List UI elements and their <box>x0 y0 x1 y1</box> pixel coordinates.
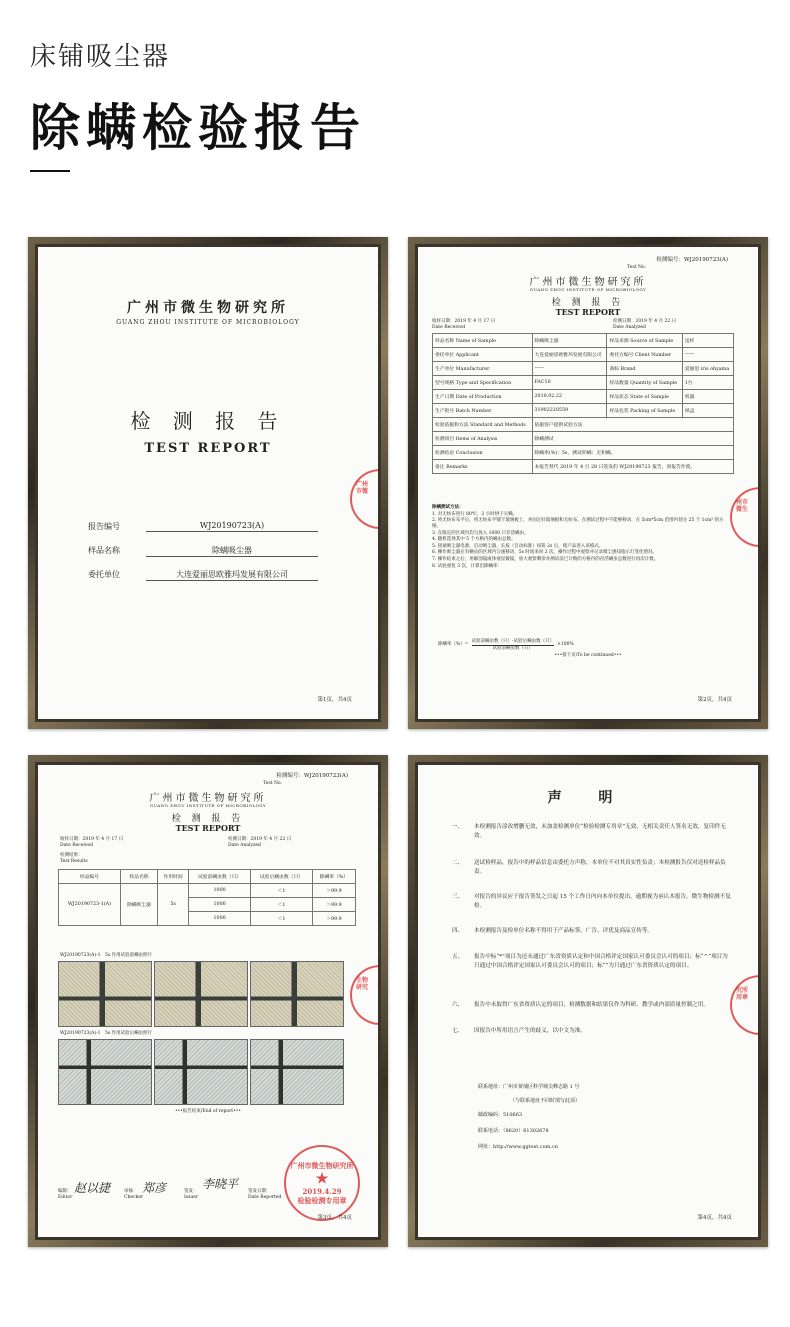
editor-label: 编制： <box>58 1189 72 1194</box>
report-frame-details <box>408 237 768 729</box>
sample-info-table <box>432 333 734 474</box>
table-row: 1000 ＜1 ＞99.9 <box>59 898 356 912</box>
steps-title: 除螨测试方法： <box>432 505 464 510</box>
issuer-label-en: Issuer <box>184 1195 199 1200</box>
editor-label-en: Editor <box>58 1195 73 1200</box>
date-received-en: Date Received <box>60 843 93 848</box>
sample-name: 除螨吸尘器 <box>146 545 318 557</box>
test-method-steps <box>432 505 732 570</box>
client-row <box>88 569 318 581</box>
table-row: 备注 Remarks 本报告替代 2019 年 4 月 28 日签发的 WJ20190723 报告，原报告作废。 <box>433 460 734 474</box>
page-header <box>0 0 790 200</box>
declaration-item: 五、 报告中标“*”项目为还未通过广东省资质认定和中国合格评定国家认可委员会认可的项目；标“^”项目为只通过中国合格评定国家认可委员会认可的项目；标“”为只通过广东省资质认定的项目。 <box>452 954 728 969</box>
contact-postcode: 邮政编码：510663 <box>478 1112 523 1118</box>
report-cover-page <box>38 247 378 719</box>
side-seal-stamp: 州市 微生 <box>730 487 758 547</box>
institute-name-en: GUANG ZHOU INSTITUTE OF MICROBIOLOGY <box>116 319 300 326</box>
step-item: 1. 对无纺布进行 80℃，2 小时烘干灭螨。 <box>432 511 518 517</box>
formula-lhs: 除螨率（%）= <box>438 642 469 648</box>
date-received: 收样日期：2019 年 4 月 17 日 <box>432 319 496 324</box>
table-row: WJ20190723-1(A) 除螨吸尘器 5s 1000 ＜1 ＞99.9 <box>59 884 356 898</box>
issuer-signature: 李晓平 <box>202 1177 239 1191</box>
page-number: 第1页，共4页 <box>317 697 352 703</box>
table-row: 检测项目 Items of Analysis 除螨测试 <box>433 432 734 446</box>
step-item: 6. 操作吸尘器在有螨虫的区域内匀速移动，5s 时间来回 2 次，操作过程中观察并记录微尘感知指示灯变化情况。 <box>432 550 658 556</box>
step-item: 3. 在限定的区域内均匀放入 1000 只存活螨虫。 <box>432 530 529 536</box>
table-header-row: 样品编号 样品名称 作用时间 试验前螨虫数（只） 试验后螨虫数（只） 除螨率（%） <box>59 870 356 884</box>
report-number: WJ20190723(A) <box>146 521 318 532</box>
test-number: 检测编号：WJ20190723(A) <box>276 773 348 779</box>
report-number-label: 报告编号 <box>88 522 120 531</box>
date-analyzed: 检测日期：2019 年 4 月 22 日 <box>228 837 292 842</box>
report-title: 检 测 报 告 <box>551 298 625 308</box>
page-title: 除螨检验报告 <box>30 99 366 157</box>
client-label: 委托单位 <box>88 570 120 579</box>
date-received: 收样日期：2019 年 4 月 17 日 <box>60 837 124 842</box>
results-table <box>58 869 356 926</box>
step-item: 8. 试验重复 3 次，计算出除螨率： <box>432 563 502 569</box>
date-analyzed: 检测日期：2019 年 4 月 22 日 <box>613 319 677 324</box>
declaration-item: 一、 本检测报告涂改增删无效，未加盖检测单位“检验检测专用章”无效，无相关责任人签名无效，复印件无效。 <box>452 824 726 839</box>
report-frame-cover <box>28 237 388 729</box>
report-title: 检 测 报 告 <box>130 409 286 433</box>
contact-phone: 联系电话：（8620）61302678 <box>478 1128 549 1134</box>
test-number-en: Test No. <box>263 781 282 786</box>
mite-photo-before-3 <box>250 961 344 1027</box>
formula-denominator: 试验前螨虫数（只） <box>492 645 534 651</box>
checker-label-en: Checker <box>124 1195 144 1200</box>
declaration-item: 七、 因报告中所用语言产生的歧义，以中文为准。 <box>452 1028 586 1034</box>
declaration-item: 二、 送试检样品，报告中的样品信息由委托方声称，本单位不对其真实性负责；本检测报告仅对送检样品负责。 <box>452 860 726 875</box>
table-row: 样品名称 Name of Sample 除螨吸尘器 样品来源 Source of Sample 送样 <box>433 334 734 348</box>
mite-photo-before-1 <box>58 961 152 1027</box>
report-details-page <box>418 247 758 719</box>
report-title-en: TEST REPORT <box>144 441 272 456</box>
table-row: 生产日期 Date of Production 2019.02.22 样品状态 State of Sample 机器 <box>433 390 734 404</box>
side-seal-stamp: 生物 研究 <box>350 965 378 1025</box>
photo-caption-before: WJ20190723(A)-1 5s 作用试验前螨虫照片 <box>60 953 153 958</box>
formula-tail: ×100% <box>557 642 574 648</box>
checker-label: 审核： <box>124 1189 138 1194</box>
date-reported-label: 签发日期： <box>248 1189 271 1194</box>
side-seal-stamp: 广州 市微 <box>350 469 378 529</box>
formula-numerator: 试验前螨虫数（只）-试验后螨虫数（只） <box>471 639 555 644</box>
test-number: 检测编号：WJ20190723(A) <box>656 257 728 263</box>
test-number-en: Test No. <box>627 265 646 270</box>
contact-address: 联系地址：广州市黄埔区科学城尖峰志路 1 号 <box>478 1084 580 1090</box>
declaration-title: 声 明 <box>547 790 629 806</box>
institute-name: 广州市微生物研究所 <box>529 277 647 288</box>
results-label-en: Test Results <box>60 859 88 864</box>
report-declaration-page <box>418 765 758 1237</box>
sample-name-row <box>88 545 318 557</box>
client-name: 大连爱丽思欧雅玛发展有限公司 <box>146 569 318 581</box>
institute-name: 广州市微生物研究所 <box>127 300 289 316</box>
contact-note: （与联系地址不同时填写此项） <box>510 1098 581 1104</box>
page-number: 第2页，共4页 <box>697 697 732 703</box>
checker-signature: 郑彦 <box>142 1181 167 1195</box>
table-row: 检测结论 Conclusion 除螨率(%)：5s，测试积螨：无积螨。 <box>433 446 734 460</box>
date-analyzed-en: Date Analyzed <box>228 843 261 848</box>
table-row: 生产单位 Manufacturer —— 商标 Brand 爱丽思 iris ohyama <box>433 362 734 376</box>
continued-note: •••接下页/To be continued••• <box>554 653 622 658</box>
date-reported-label-en: Date Reported <box>248 1195 282 1200</box>
product-name: 床铺吸尘器 <box>30 42 171 72</box>
page-number: 第3页，共4页 <box>317 1215 352 1221</box>
issuer-label: 签发： <box>184 1189 198 1194</box>
report-results-page <box>38 765 378 1237</box>
sample-name-label: 样品名称 <box>88 546 120 555</box>
table-row: 检验依据和方法 Standard and Methods 依据客户提供试验方法 <box>433 418 734 432</box>
declaration-item: 六、 报告中未取得广东省资质认定的项目，检测数据和结果仅作为科研、教学或内部质量控制之用。 <box>452 1002 709 1008</box>
end-of-report: •••报告结束/End of report••• <box>174 1109 242 1114</box>
institute-name: 广州市微生物研究所 <box>149 793 267 804</box>
declaration-item: 三、 对报告的异议应于报告签发之日起 15 个工作日内向本单位提出，逾期视为承认本报告，微生物检测不复检。 <box>452 894 731 909</box>
step-item: 4. 随机选择其中 5 个方格内的螨虫总数。 <box>432 537 516 543</box>
date-received-en: Date Received <box>432 325 465 330</box>
report-frame-declaration <box>408 755 768 1247</box>
mite-photo-after-2 <box>154 1039 248 1105</box>
title-underline <box>30 170 70 172</box>
step-item: 7. 操作结束之后，用解剖镜或体视显微镜，放大观察剩余并测试前已计数的方格内的存活螨虫总数进行再次计数。 <box>432 557 659 562</box>
mite-photo-after-3 <box>250 1039 344 1105</box>
mite-photo-after-1 <box>58 1039 152 1105</box>
report-number-row <box>88 521 318 532</box>
photo-caption-after: WJ20190723(A)-1 5s 作用试验后螨虫照片 <box>60 1031 153 1036</box>
step-item: 5. 接通吸尘器电源，启动吸尘器，长按（自动标准）按钮 2s 后，使产品进入该模式。 <box>432 543 604 549</box>
report-title-en: TEST REPORT <box>555 307 621 317</box>
table-row: 委托单位 Applicant 大连爱丽思欧雅玛发展有限公司 委托方编号 Client Number —— <box>433 348 734 362</box>
contact-website: 网址：http://www.ggtest.com.cn <box>478 1144 559 1150</box>
table-row: 生产批号 Batch Number 31902220559 样品包装 Packing of Sample 纸盒 <box>433 404 734 418</box>
editor-signature: 赵以捷 <box>74 1181 111 1195</box>
page-number: 第4页，共4页 <box>697 1215 732 1221</box>
table-row: 1000 ＜1 ＞99.9 <box>59 912 356 926</box>
removal-rate-formula <box>438 639 574 651</box>
results-label: 检测结果： <box>60 853 83 858</box>
date-analyzed-en: Date Analyzed <box>613 325 646 330</box>
official-seal-stamp: 广州市微生物研究所 ★ 2019.4.29 检验检测专用章 <box>284 1145 360 1221</box>
step-item: 2. 将无纺布布平后，将无纺布平铺于玻璃板上，并固定好玻璃板和无纺布，在测试过程中不能够移动，在 5cm*5cm 范围内划分 25 个 1cm² 的方格。 <box>432 518 724 529</box>
report-title: 检 测 报 告 <box>171 814 245 824</box>
report-frame-results <box>28 755 388 1247</box>
institute-name-en: GUANG ZHOU INSTITUTE OF MICROBIOLOGY <box>149 803 267 808</box>
institute-name-en: GUANG ZHOU INSTITUTE OF MICROBIOLOGY <box>529 287 647 292</box>
table-row: 型号规格 Type and Specification FAC10 样品数量 Quantity of Sample 1台 <box>433 376 734 390</box>
side-seal-stamp: 究所 用章 <box>730 975 758 1035</box>
declaration-item: 四、 本检测报告及检单位名称不得用于产品标签、广告、评优及商品宣传等。 <box>452 928 654 934</box>
mite-photo-before-2 <box>154 961 248 1027</box>
report-title-en: TEST REPORT <box>175 823 241 833</box>
